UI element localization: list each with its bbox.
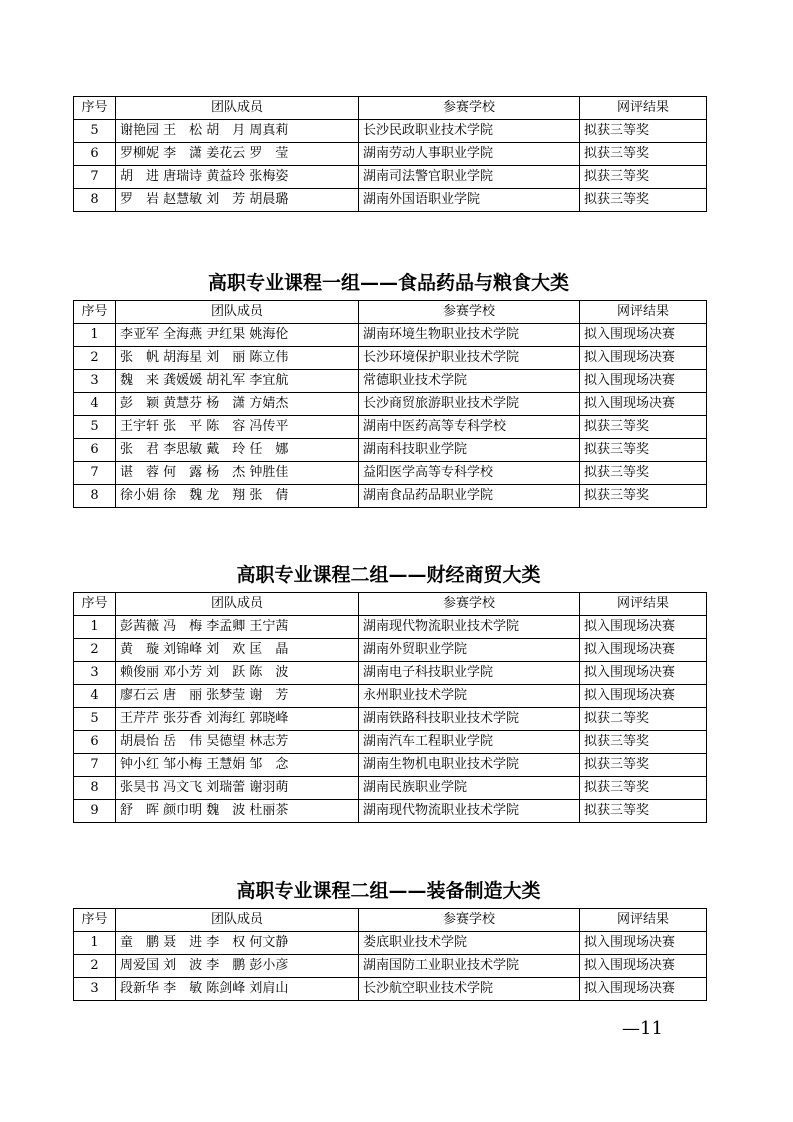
table-row [74, 800, 707, 823]
cell-no: 3 [74, 978, 116, 1001]
header-no: 序号 [74, 909, 116, 932]
table-row [74, 462, 707, 485]
header-school: 参赛学校 [359, 97, 580, 120]
cell-school: 湖南食品药品职业学院 [359, 485, 580, 508]
table-header-row [74, 909, 707, 932]
cell-members: 彭茜薇 冯 梅 李孟卿 王宁茜 [116, 616, 359, 639]
cell-no: 5 [74, 708, 116, 731]
cell-no: 2 [74, 347, 116, 370]
table-row [74, 393, 707, 416]
cell-members: 罗 岩 赵慧敏 刘 芳 胡晨璐 [116, 189, 359, 212]
cell-result: 拟入围现场决赛 [580, 685, 707, 708]
cell-no: 5 [74, 416, 116, 439]
cell-no: 6 [74, 731, 116, 754]
table-row [74, 639, 707, 662]
cell-result: 拟获二等奖 [580, 708, 707, 731]
cell-result: 拟获三等奖 [580, 800, 707, 823]
cell-members: 黄 璇 刘锦峰 刘 欢 匡 晶 [116, 639, 359, 662]
table-row [74, 777, 707, 800]
table-header-row [74, 301, 707, 324]
cell-school: 湖南外国语职业学院 [359, 189, 580, 212]
cell-school: 娄底职业技术学院 [359, 932, 580, 955]
cell-school: 湖南国防工业职业技术学院 [359, 955, 580, 978]
cell-school: 长沙环境保护职业技术学院 [359, 347, 580, 370]
cell-members: 赖俊丽 邓小芳 刘 跃 陈 波 [116, 662, 359, 685]
cell-no: 8 [74, 189, 116, 212]
cell-school: 湖南中医药高等专科学校 [359, 416, 580, 439]
table-row [74, 143, 707, 166]
table-row [74, 932, 707, 955]
cell-no: 6 [74, 439, 116, 462]
cell-members: 谌 蓉 何 露 杨 杰 钟胜佳 [116, 462, 359, 485]
header-members: 团队成员 [116, 301, 359, 324]
cell-school: 湖南司法警官职业学院 [359, 166, 580, 189]
cell-school: 湖南民族职业学院 [359, 777, 580, 800]
cell-no: 9 [74, 800, 116, 823]
cell-no: 1 [74, 324, 116, 347]
cell-members: 谢艳园 王 松 胡 月 周真莉 [116, 120, 359, 143]
cell-result: 拟入围现场决赛 [580, 370, 707, 393]
table-row [74, 347, 707, 370]
cell-school: 长沙商贸旅游职业技术学院 [359, 393, 580, 416]
cell-result: 拟入围现场决赛 [580, 978, 707, 1001]
cell-members: 段新华 李 敏 陈剑峰 刘肩山 [116, 978, 359, 1001]
cell-members: 李亚军 全海燕 尹红果 姚海伦 [116, 324, 359, 347]
cell-result: 拟获三等奖 [580, 731, 707, 754]
cell-members: 张 帆 胡海星 刘 丽 陈立伟 [116, 347, 359, 370]
cell-no: 8 [74, 777, 116, 800]
table-row [74, 754, 707, 777]
cell-members: 童 鹏 聂 进 李 权 何文静 [116, 932, 359, 955]
cell-school: 湖南现代物流职业技术学院 [359, 800, 580, 823]
table-row [74, 662, 707, 685]
cell-school: 湖南劳动人事职业学院 [359, 143, 580, 166]
cell-result: 拟获三等奖 [580, 439, 707, 462]
header-no: 序号 [74, 593, 116, 616]
cell-school: 永州职业技术学院 [359, 685, 580, 708]
cell-school: 湖南汽车工程职业学院 [359, 731, 580, 754]
cell-school: 湖南环境生物职业技术学院 [359, 324, 580, 347]
header-school: 参赛学校 [359, 593, 580, 616]
cell-members: 王宇轩 张 平 陈 容 冯传平 [116, 416, 359, 439]
table-row [74, 708, 707, 731]
cell-members: 魏 来 龚媛媛 胡礼军 李宜航 [116, 370, 359, 393]
table-row [74, 324, 707, 347]
table-row [74, 189, 707, 212]
header-result: 网评结果 [580, 909, 707, 932]
table-row [74, 955, 707, 978]
cell-school: 长沙航空职业技术学院 [359, 978, 580, 1001]
table-row [74, 166, 707, 189]
cell-no: 7 [74, 462, 116, 485]
cell-no: 3 [74, 662, 116, 685]
table-row [74, 439, 707, 462]
header-result: 网评结果 [580, 97, 707, 120]
results-table-food-drug [73, 300, 707, 508]
cell-result: 拟获三等奖 [580, 143, 707, 166]
cell-result: 拟获三等奖 [580, 754, 707, 777]
cell-no: 5 [74, 120, 116, 143]
table-header-row [74, 97, 707, 120]
cell-members: 王芹芹 张芬香 刘海红 郭晓峰 [116, 708, 359, 731]
table-row [74, 731, 707, 754]
table-row [74, 416, 707, 439]
cell-school: 湖南铁路科技职业技术学院 [359, 708, 580, 731]
section-title-equipment-manufacturing: 高职专业课程二组——装备制造大类 [236, 880, 541, 902]
section-title-finance-trade: 高职专业课程二组——财经商贸大类 [236, 564, 541, 586]
cell-school: 益阳医学高等专科学校 [359, 462, 580, 485]
results-table-equipment-manufacturing [73, 908, 707, 1001]
header-school: 参赛学校 [359, 301, 580, 324]
cell-result: 拟获三等奖 [580, 462, 707, 485]
header-members: 团队成员 [116, 593, 359, 616]
cell-result: 拟获三等奖 [580, 120, 707, 143]
cell-no: 8 [74, 485, 116, 508]
page-number: —11 [622, 1018, 663, 1039]
cell-members: 周爱国 刘 波 李 鹏 彭小彦 [116, 955, 359, 978]
cell-no: 2 [74, 955, 116, 978]
table-row [74, 370, 707, 393]
cell-no: 2 [74, 639, 116, 662]
cell-members: 张昊书 冯文飞 刘瑞蕾 谢羽萌 [116, 777, 359, 800]
table-row [74, 616, 707, 639]
table-row [74, 978, 707, 1001]
cell-school: 湖南现代物流职业技术学院 [359, 616, 580, 639]
cell-result: 拟入围现场决赛 [580, 932, 707, 955]
cell-result: 拟入围现场决赛 [580, 324, 707, 347]
cell-result: 拟获三等奖 [580, 777, 707, 800]
cell-members: 廖石云 唐 丽 张梦莹 谢 芳 [116, 685, 359, 708]
cell-result: 拟获三等奖 [580, 485, 707, 508]
cell-result: 拟入围现场决赛 [580, 393, 707, 416]
cell-no: 4 [74, 393, 116, 416]
cell-members: 彭 颖 黄慧芬 杨 潇 方婧杰 [116, 393, 359, 416]
cell-school: 湖南科技职业学院 [359, 439, 580, 462]
cell-result: 拟获三等奖 [580, 166, 707, 189]
cell-members: 钟小红 邹小梅 王慧娟 邹 念 [116, 754, 359, 777]
cell-result: 拟获三等奖 [580, 189, 707, 212]
header-members: 团队成员 [116, 97, 359, 120]
cell-members: 徐小娟 徐 魏 龙 翔 张 倩 [116, 485, 359, 508]
section-title-food-drug: 高职专业课程一组——食品药品与粮食大类 [207, 272, 569, 294]
cell-result: 拟获三等奖 [580, 416, 707, 439]
cell-no: 7 [74, 166, 116, 189]
cell-result: 拟入围现场决赛 [580, 639, 707, 662]
cell-members: 胡晨怡 岳 伟 吴德望 林志芳 [116, 731, 359, 754]
cell-no: 7 [74, 754, 116, 777]
cell-members: 舒 晖 颜巾明 魏 波 杜丽茶 [116, 800, 359, 823]
header-result: 网评结果 [580, 301, 707, 324]
cell-result: 拟入围现场决赛 [580, 347, 707, 370]
header-school: 参赛学校 [359, 909, 580, 932]
table-row [74, 685, 707, 708]
cell-school: 常德职业技术学院 [359, 370, 580, 393]
cell-members: 罗柳妮 李 潇 姜花云 罗 莹 [116, 143, 359, 166]
cell-result: 拟入围现场决赛 [580, 662, 707, 685]
results-table-finance-trade [73, 592, 707, 823]
cell-result: 拟入围现场决赛 [580, 616, 707, 639]
results-table-continued [73, 96, 707, 212]
table-row [74, 485, 707, 508]
cell-members: 胡 进 唐瑞诗 黄益玲 张梅姿 [116, 166, 359, 189]
header-result: 网评结果 [580, 593, 707, 616]
cell-no: 6 [74, 143, 116, 166]
cell-members: 张 君 李思敏 戴 玲 任 娜 [116, 439, 359, 462]
table-row [74, 120, 707, 143]
header-no: 序号 [74, 97, 116, 120]
cell-school: 湖南生物机电职业技术学院 [359, 754, 580, 777]
header-no: 序号 [74, 301, 116, 324]
cell-school: 湖南电子科技职业学院 [359, 662, 580, 685]
cell-no: 1 [74, 616, 116, 639]
cell-no: 4 [74, 685, 116, 708]
header-members: 团队成员 [116, 909, 359, 932]
cell-result: 拟入围现场决赛 [580, 955, 707, 978]
cell-school: 湖南外贸职业学院 [359, 639, 580, 662]
cell-school: 长沙民政职业技术学院 [359, 120, 580, 143]
table-header-row [74, 593, 707, 616]
cell-no: 1 [74, 932, 116, 955]
cell-no: 3 [74, 370, 116, 393]
